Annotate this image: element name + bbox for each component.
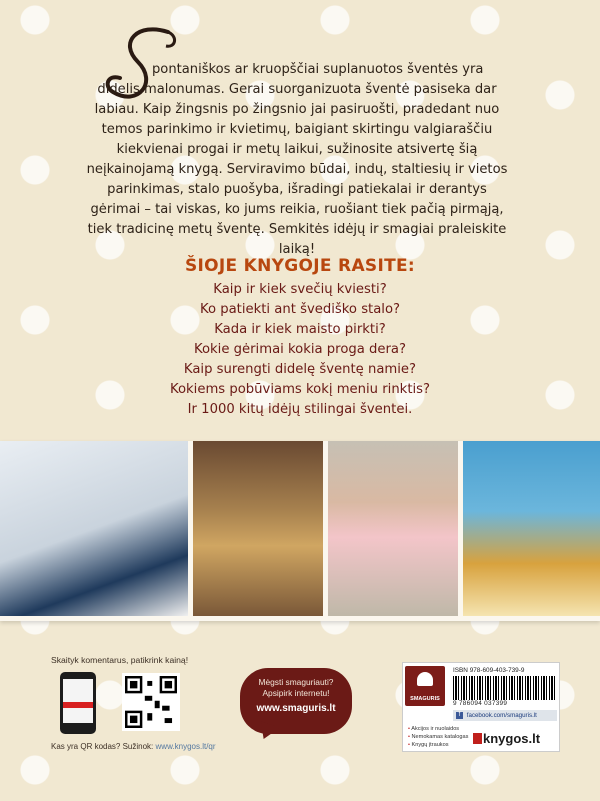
publisher-box (402, 662, 560, 752)
bullet-item: • Knygų įtraukos (408, 741, 468, 749)
qr-help-text: Kas yra QR kodas? Sužinok: (51, 742, 154, 751)
question-item: Kokie gėrimai kokia proga dera? (193, 342, 407, 357)
smaguris-logo (405, 666, 445, 706)
intro-body: didelis malonumas. Gerai suorganizuota šventė pasiseka dar labiau. Kaip žingsnis po žingsnio jai pasiruošti, pradedant nuo temos parinkimo ir kvietimų, baigiant skirtingu valgiaraščiu kiekvienai progai ir metų laikui, sužinosite atsivertę šią neįkainojamą knygą. Serviravimo būdai, indų, staltiesių ir vietos parinkimas, stalo puošyba, išradingi patiekalai ir derantys gėrimai – tai viskas, ko jums reikia, ruošiant tiek pačią pirmąją, tiek tradicinę metų šventę. Semkitės idėjų ir smagiai praleiskite laiką! (86, 82, 508, 257)
section-title: ŠIOJE KNYGOJE RASITE: (185, 256, 415, 276)
question-item: Kaip surengti didelę šventę namie? (183, 362, 417, 377)
photo-strip (0, 441, 600, 621)
qr-code[interactable] (122, 673, 180, 731)
phone-screen (63, 679, 93, 723)
bubble-line-1: Mėgsti smaguriauti? (258, 677, 334, 687)
bullet-item: • Nemokamas katalogas (408, 733, 468, 741)
barcode (453, 676, 557, 700)
qr-help-link[interactable]: www.knygos.lt/qr (155, 742, 216, 751)
barcode-number: 9 786094 037399 (453, 700, 508, 707)
chef-hat-icon (417, 672, 433, 686)
facebook-text: facebook.com/smaguris.lt (466, 712, 537, 720)
photo-flower-centerpiece (328, 441, 458, 616)
book-icon (473, 733, 482, 744)
photo-chocolate-skewers (463, 441, 600, 616)
qr-help (51, 742, 216, 751)
bubble-url[interactable]: www.smaguris.lt (256, 703, 336, 714)
isbn: ISBN 978-609-403-739-9 (453, 667, 525, 674)
shop-bubble[interactable] (240, 668, 352, 734)
question-item: Kada ir kiek maisto pirkti? (214, 322, 386, 337)
comment-prompt: Skaityk komentarus, patikrink kainą! (51, 655, 189, 665)
logo-name: SMAGURIS (410, 696, 440, 702)
question-list (0, 280, 600, 420)
knygos-logo[interactable] (473, 731, 540, 746)
question-item: Ir 1000 kitų idėjų stilingai šventei. (187, 402, 413, 417)
phone-label (63, 702, 93, 708)
photo-bread-sticks (193, 441, 323, 616)
question-item: Kokiems pobūviams kokį meniu rinktis? (169, 382, 431, 397)
bubble-line-2: Apsipirk internetu! (262, 688, 330, 698)
bullet-item: • Akcijos ir nuolaidos (408, 725, 468, 733)
question-item: Kaip ir kiek svečių kviesti? (213, 282, 387, 297)
question-item: Ko patiekti ant švediško stalo? (199, 302, 401, 317)
facebook-link[interactable] (453, 710, 557, 721)
intro-paragraph (82, 60, 512, 260)
photo-table-setting (0, 441, 188, 616)
intro-first-line: pontaniškos ar kruopščiai suplanuotos šventės yra (152, 62, 484, 77)
knygos-text: knygos.lt (483, 731, 541, 746)
phone-icon (60, 672, 96, 734)
publisher-bullets (408, 725, 468, 749)
facebook-icon: f (456, 712, 463, 719)
